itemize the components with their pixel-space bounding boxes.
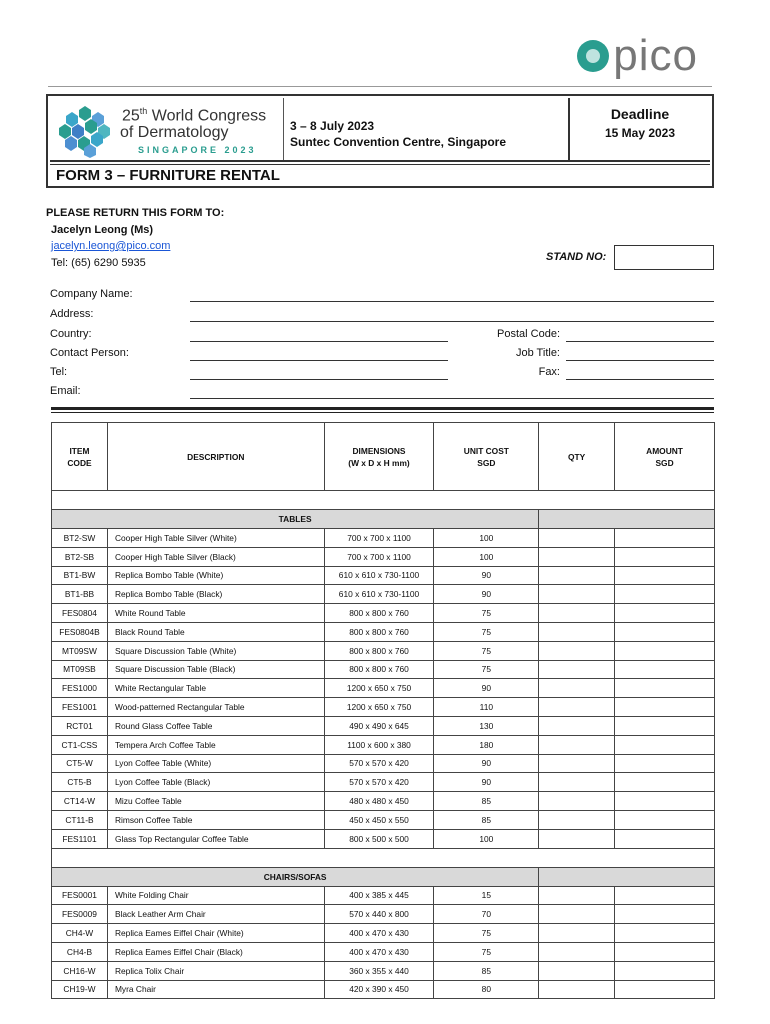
amount-input[interactable] xyxy=(615,585,715,604)
job-title-field[interactable] xyxy=(566,360,714,361)
description-cell: Square Discussion Table (White) xyxy=(107,641,324,660)
description-cell: Replica Tolix Chair xyxy=(107,961,324,980)
dimensions-cell: 400 x 470 x 430 xyxy=(324,942,434,961)
description-cell: Replica Eames Eiffel Chair (Black) xyxy=(107,942,324,961)
amount-input[interactable] xyxy=(615,604,715,623)
description-cell: Black Round Table xyxy=(107,622,324,641)
item-code-cell: BT1-BW xyxy=(52,566,108,585)
section-blank xyxy=(539,510,715,529)
item-code-cell: RCT01 xyxy=(52,716,108,735)
dimensions-cell: 800 x 500 x 500 xyxy=(324,829,434,848)
postal-code-field[interactable] xyxy=(566,341,714,342)
table-row xyxy=(52,829,715,848)
table-row xyxy=(52,698,715,717)
return-info xyxy=(46,205,224,271)
amount-input[interactable] xyxy=(615,698,715,717)
dimensions-cell: 800 x 800 x 760 xyxy=(324,622,434,641)
description-cell: Square Discussion Table (Black) xyxy=(107,660,324,679)
item-code-cell: FES0804B xyxy=(52,622,108,641)
unit-cost-cell: 90 xyxy=(434,773,539,792)
hexagon-cluster-icon xyxy=(56,106,116,158)
job-title-label: Job Title: xyxy=(515,347,560,359)
dimensions-cell: 610 x 610 x 730-1100 xyxy=(324,585,434,604)
description-cell: Tempera Arch Coffee Table xyxy=(107,735,324,754)
table-gap-row xyxy=(52,491,715,510)
congress-title-line3: SINGAPORE 2023 xyxy=(138,145,257,155)
congress-title-line1: 25th World Congress xyxy=(122,106,267,125)
table-row xyxy=(52,566,715,585)
item-code-cell: BT1-BB xyxy=(52,585,108,604)
dimensions-cell: 800 x 800 x 760 xyxy=(324,641,434,660)
amount-input[interactable] xyxy=(615,735,715,754)
table-row xyxy=(52,529,715,548)
amount-input[interactable] xyxy=(615,961,715,980)
dimensions-cell: 570 x 570 x 420 xyxy=(324,773,434,792)
description-cell: Glass Top Rectangular Coffee Table xyxy=(107,829,324,848)
stand-no-label: STAND NO: xyxy=(546,251,607,263)
amount-input[interactable] xyxy=(615,773,715,792)
unit-cost-cell: 100 xyxy=(434,529,539,548)
dimensions-cell: 700 x 700 x 1100 xyxy=(324,529,434,548)
table-gap-row xyxy=(52,848,715,867)
item-code-cell: MT09SB xyxy=(52,660,108,679)
table-section-row xyxy=(52,867,715,886)
company-name-field[interactable] xyxy=(190,301,714,302)
item-code-cell: BT2-SW xyxy=(52,529,108,548)
postal-code-label: Postal Code: xyxy=(497,328,560,340)
description-cell: Mizu Coffee Table xyxy=(107,792,324,811)
qty-input[interactable] xyxy=(539,585,615,604)
description-cell: Rimson Coffee Table xyxy=(107,810,324,829)
table-row xyxy=(52,547,715,566)
return-email-link[interactable]: jacelyn.leong@pico.com xyxy=(51,240,171,252)
header-unit-cost: UNIT COST SGD xyxy=(434,423,539,491)
email-field[interactable] xyxy=(190,398,714,399)
pico-logo xyxy=(577,31,698,80)
table-row xyxy=(52,679,715,698)
congress-title-line2: of Dermatology xyxy=(120,124,229,141)
table-row xyxy=(52,980,715,999)
section-title: TABLES xyxy=(52,510,539,529)
amount-input[interactable] xyxy=(615,679,715,698)
dimensions-cell: 700 x 700 x 1100 xyxy=(324,547,434,566)
item-code-cell: CT11-B xyxy=(52,810,108,829)
dimensions-cell: 420 x 390 x 450 xyxy=(324,980,434,999)
stand-no-input[interactable] xyxy=(614,245,714,270)
item-code-cell: FES0001 xyxy=(52,886,108,905)
description-cell: Round Glass Coffee Table xyxy=(107,716,324,735)
furniture-table xyxy=(51,422,715,999)
qty-input[interactable] xyxy=(539,679,615,698)
section-title: CHAIRS/SOFAS xyxy=(52,867,539,886)
table-header-row xyxy=(52,423,715,491)
qty-input[interactable] xyxy=(539,886,615,905)
qty-input[interactable] xyxy=(539,829,615,848)
table-body xyxy=(52,491,715,999)
table-row xyxy=(52,905,715,924)
item-code-cell: FES1101 xyxy=(52,829,108,848)
amount-input[interactable] xyxy=(615,529,715,548)
description-cell: Replica Eames Eiffel Chair (White) xyxy=(107,924,324,943)
table-section-row xyxy=(52,510,715,529)
email-label: Email: xyxy=(50,385,81,397)
unit-cost-cell: 75 xyxy=(434,660,539,679)
dimensions-cell: 570 x 440 x 800 xyxy=(324,905,434,924)
table-row xyxy=(52,735,715,754)
item-code-cell: CT5-W xyxy=(52,754,108,773)
table-row xyxy=(52,754,715,773)
contact-person-field[interactable] xyxy=(190,360,448,361)
qty-input[interactable] xyxy=(539,942,615,961)
unit-cost-cell: 180 xyxy=(434,735,539,754)
qty-input[interactable] xyxy=(539,698,615,717)
item-code-cell: CH4-W xyxy=(52,924,108,943)
dimensions-cell: 360 x 355 x 440 xyxy=(324,961,434,980)
unit-cost-cell: 75 xyxy=(434,942,539,961)
unit-cost-cell: 100 xyxy=(434,829,539,848)
event-venue: Suntec Convention Centre, Singapore xyxy=(290,135,507,149)
dimensions-cell: 800 x 800 x 760 xyxy=(324,604,434,623)
congress-logo xyxy=(50,98,284,160)
tel-label: Tel: xyxy=(50,366,68,378)
dimensions-cell: 1100 x 600 x 380 xyxy=(324,735,434,754)
item-code-cell: CH4-B xyxy=(52,942,108,961)
amount-input[interactable] xyxy=(615,942,715,961)
amount-input[interactable] xyxy=(615,810,715,829)
item-code-cell: CT5-B xyxy=(52,773,108,792)
unit-cost-cell: 90 xyxy=(434,679,539,698)
dimensions-cell: 800 x 800 x 760 xyxy=(324,660,434,679)
table-row xyxy=(52,773,715,792)
amount-input[interactable] xyxy=(615,905,715,924)
table-row xyxy=(52,810,715,829)
item-code-cell: CT1-CSS xyxy=(52,735,108,754)
section-divider-thin xyxy=(51,412,714,413)
dimensions-cell: 570 x 570 x 420 xyxy=(324,754,434,773)
dimensions-cell: 480 x 480 x 450 xyxy=(324,792,434,811)
qty-input[interactable] xyxy=(539,566,615,585)
qty-input[interactable] xyxy=(539,792,615,811)
qty-input[interactable] xyxy=(539,735,615,754)
description-cell: White Round Table xyxy=(107,604,324,623)
header-amount: AMOUNT SGD xyxy=(615,423,715,491)
unit-cost-cell: 75 xyxy=(434,622,539,641)
qty-input[interactable] xyxy=(539,773,615,792)
event-dates: 3 – 8 July 2023 xyxy=(290,119,375,133)
section-divider-thick xyxy=(51,407,714,410)
dimensions-cell: 1200 x 650 x 750 xyxy=(324,679,434,698)
description-cell: Cooper High Table Silver (Black) xyxy=(107,547,324,566)
description-cell: Replica Bombo Table (Black) xyxy=(107,585,324,604)
dimensions-cell: 450 x 450 x 550 xyxy=(324,810,434,829)
header-qty: QTY xyxy=(539,423,615,491)
item-code-cell: CH19-W xyxy=(52,980,108,999)
unit-cost-cell: 130 xyxy=(434,716,539,735)
deadline-date: 15 May 2023 xyxy=(604,126,676,140)
description-cell: Lyon Coffee Table (White) xyxy=(107,754,324,773)
event-info xyxy=(284,98,570,160)
dimensions-cell: 610 x 610 x 730-1100 xyxy=(324,566,434,585)
address-field[interactable] xyxy=(190,321,714,322)
amount-input[interactable] xyxy=(615,566,715,585)
qty-input[interactable] xyxy=(539,905,615,924)
header-row xyxy=(50,98,710,162)
dimensions-cell: 490 x 490 x 645 xyxy=(324,716,434,735)
dimensions-cell: 1200 x 650 x 750 xyxy=(324,698,434,717)
table-row xyxy=(52,792,715,811)
qty-input[interactable] xyxy=(539,961,615,980)
qty-input[interactable] xyxy=(539,604,615,623)
address-label: Address: xyxy=(50,308,94,320)
table-row xyxy=(52,585,715,604)
qty-input[interactable] xyxy=(539,529,615,548)
amount-input[interactable] xyxy=(615,792,715,811)
dimensions-cell: 400 x 470 x 430 xyxy=(324,924,434,943)
amount-input[interactable] xyxy=(615,754,715,773)
item-code-cell: FES0804 xyxy=(52,604,108,623)
deadline-title: Deadline xyxy=(610,106,670,122)
unit-cost-cell: 90 xyxy=(434,754,539,773)
unit-cost-cell: 75 xyxy=(434,641,539,660)
dimensions-cell: 400 x 385 x 445 xyxy=(324,886,434,905)
item-code-cell: FES1001 xyxy=(52,698,108,717)
unit-cost-cell: 110 xyxy=(434,698,539,717)
description-cell: Wood-patterned Rectangular Table xyxy=(107,698,324,717)
description-cell: Black Leather Arm Chair xyxy=(107,905,324,924)
item-code-cell: FES0009 xyxy=(52,905,108,924)
description-cell: Cooper High Table Silver (White) xyxy=(107,529,324,548)
amount-input[interactable] xyxy=(615,829,715,848)
table-row xyxy=(52,604,715,623)
form-header xyxy=(46,94,714,188)
item-code-cell: FES1000 xyxy=(52,679,108,698)
table-row xyxy=(52,660,715,679)
qty-input[interactable] xyxy=(539,810,615,829)
qty-input[interactable] xyxy=(539,622,615,641)
qty-input[interactable] xyxy=(539,716,615,735)
amount-input[interactable] xyxy=(615,924,715,943)
table-row xyxy=(52,924,715,943)
contact-person-label: Contact Person: xyxy=(50,347,129,359)
unit-cost-cell: 75 xyxy=(434,604,539,623)
amount-input[interactable] xyxy=(615,886,715,905)
deadline-cell xyxy=(570,98,710,160)
qty-input[interactable] xyxy=(539,924,615,943)
table-row xyxy=(52,622,715,641)
amount-input[interactable] xyxy=(615,660,715,679)
pico-globe-icon xyxy=(577,40,609,72)
description-cell: White Rectangular Table xyxy=(107,679,324,698)
table-row xyxy=(52,942,715,961)
section-blank xyxy=(539,867,715,886)
unit-cost-cell: 90 xyxy=(434,566,539,585)
return-tel: Tel: (65) 6290 5935 xyxy=(51,256,146,269)
header-description: DESCRIPTION xyxy=(107,423,324,491)
unit-cost-cell: 70 xyxy=(434,905,539,924)
header-dimensions: DIMENSIONS (W x D x H mm) xyxy=(324,423,434,491)
qty-input[interactable] xyxy=(539,641,615,660)
unit-cost-cell: 85 xyxy=(434,792,539,811)
amount-input[interactable] xyxy=(615,980,715,999)
country-label: Country: xyxy=(50,328,92,340)
top-divider xyxy=(48,86,712,87)
qty-input[interactable] xyxy=(539,980,615,999)
unit-cost-cell: 85 xyxy=(434,961,539,980)
table-row xyxy=(52,641,715,660)
item-code-cell: CH16-W xyxy=(52,961,108,980)
qty-input[interactable] xyxy=(539,547,615,566)
amount-input[interactable] xyxy=(615,622,715,641)
table-row xyxy=(52,961,715,980)
item-code-cell: BT2-SB xyxy=(52,547,108,566)
unit-cost-cell: 75 xyxy=(434,924,539,943)
amount-input[interactable] xyxy=(615,641,715,660)
amount-input[interactable] xyxy=(615,547,715,566)
qty-input[interactable] xyxy=(539,660,615,679)
amount-input[interactable] xyxy=(615,716,715,735)
description-cell: White Folding Chair xyxy=(107,886,324,905)
table-row xyxy=(52,716,715,735)
item-code-cell: CT14-W xyxy=(52,792,108,811)
unit-cost-cell: 90 xyxy=(434,585,539,604)
unit-cost-cell: 80 xyxy=(434,980,539,999)
return-title: PLEASE RETURN THIS FORM TO: xyxy=(46,207,225,219)
return-contact-name: Jacelyn Leong (Ms) xyxy=(51,223,154,236)
unit-cost-cell: 85 xyxy=(434,810,539,829)
unit-cost-cell: 15 xyxy=(434,886,539,905)
company-name-label: Company Name: xyxy=(50,288,133,300)
description-cell: Lyon Coffee Table (Black) xyxy=(107,773,324,792)
pico-logo-text: pico xyxy=(613,31,698,80)
fax-label: Fax: xyxy=(538,366,560,378)
form-title: FORM 3 – FURNITURE RENTAL xyxy=(50,164,710,186)
country-field[interactable] xyxy=(190,341,448,342)
description-cell: Myra Chair xyxy=(107,980,324,999)
description-cell: Replica Bombo Table (White) xyxy=(107,566,324,585)
qty-input[interactable] xyxy=(539,754,615,773)
unit-cost-cell: 100 xyxy=(434,547,539,566)
table-row xyxy=(52,886,715,905)
header-item-code: ITEM CODE xyxy=(52,423,108,491)
fax-field[interactable] xyxy=(566,379,714,380)
tel-field[interactable] xyxy=(190,379,448,380)
item-code-cell: MT09SW xyxy=(52,641,108,660)
